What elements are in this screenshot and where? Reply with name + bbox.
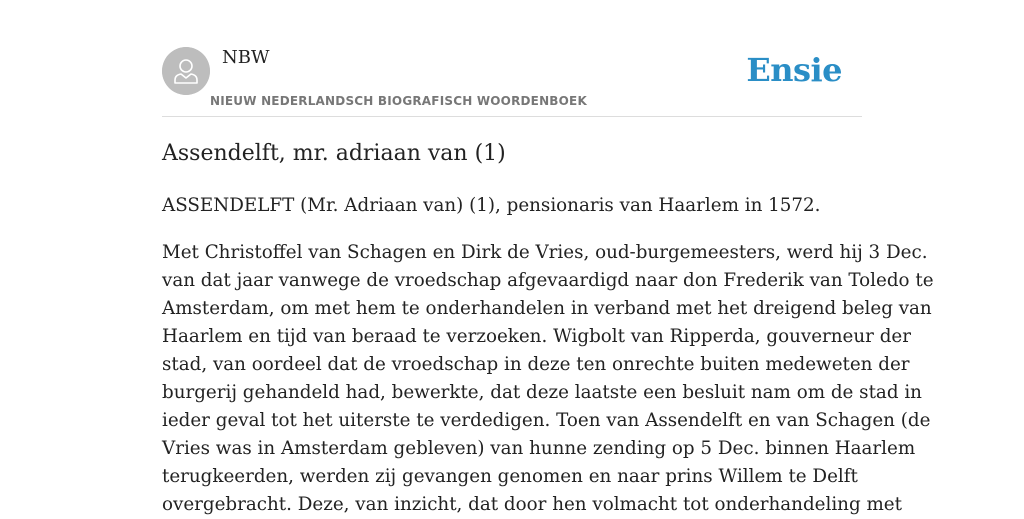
brand-logo[interactable]: Ensie xyxy=(746,51,842,89)
paragraph-line: overgebracht. Deze, van inzicht, dat door hen volmacht tot onderhandeling met xyxy=(162,494,902,515)
paragraph-line: Vries was in Amsterdam gebleven) van hunne zending op 5 Dec. binnen Haarlem xyxy=(162,438,916,459)
article-title: Assendelft, mr. adriaan van (1) xyxy=(162,141,506,166)
paragraph-line: ieder geval tot het uiterste te verdedigen. Toen van Assendelft en van Schagen (de xyxy=(162,410,931,431)
page-header xyxy=(162,0,862,117)
article-paragraph xyxy=(162,239,934,519)
paragraph-line: van dat jaar vanwege de vroedschap afgevaardigd naar don Frederik van Toledo te xyxy=(162,270,934,291)
article-intro: ASSENDELFT (Mr. Adriaan van) (1), pensionaris van Haarlem in 1572. xyxy=(162,195,821,216)
author-subtitle: NIEUW NEDERLANDSCH BIOGRAFISCH WOORDENBOEK xyxy=(210,94,587,108)
user-icon xyxy=(162,47,210,95)
author-name[interactable]: NBW xyxy=(222,47,270,68)
paragraph-line: stad, van oordeel dat de vroedschap in deze ten onrechte buiten medeweten der xyxy=(162,354,910,375)
paragraph-line: Haarlem en tijd van beraad te verzoeken. Wigbolt van Ripperda, gouverneur der xyxy=(162,326,911,347)
author-avatar[interactable] xyxy=(162,47,210,95)
paragraph-line: Amsterdam, om met hem te onderhandelen in verband met het dreigend beleg van xyxy=(162,298,932,319)
paragraph-line: burgerij gehandeld had, bewerkte, dat deze laatste een besluit nam om de stad in xyxy=(162,382,922,403)
paragraph-line: Met Christoffel van Schagen en Dirk de Vries, oud-burgemeesters, werd hij 3 Dec. xyxy=(162,242,928,263)
paragraph-line: terugkeerden, werden zij gevangen genomen en naar prins Willem te Delft xyxy=(162,466,858,487)
page-container xyxy=(162,0,934,515)
